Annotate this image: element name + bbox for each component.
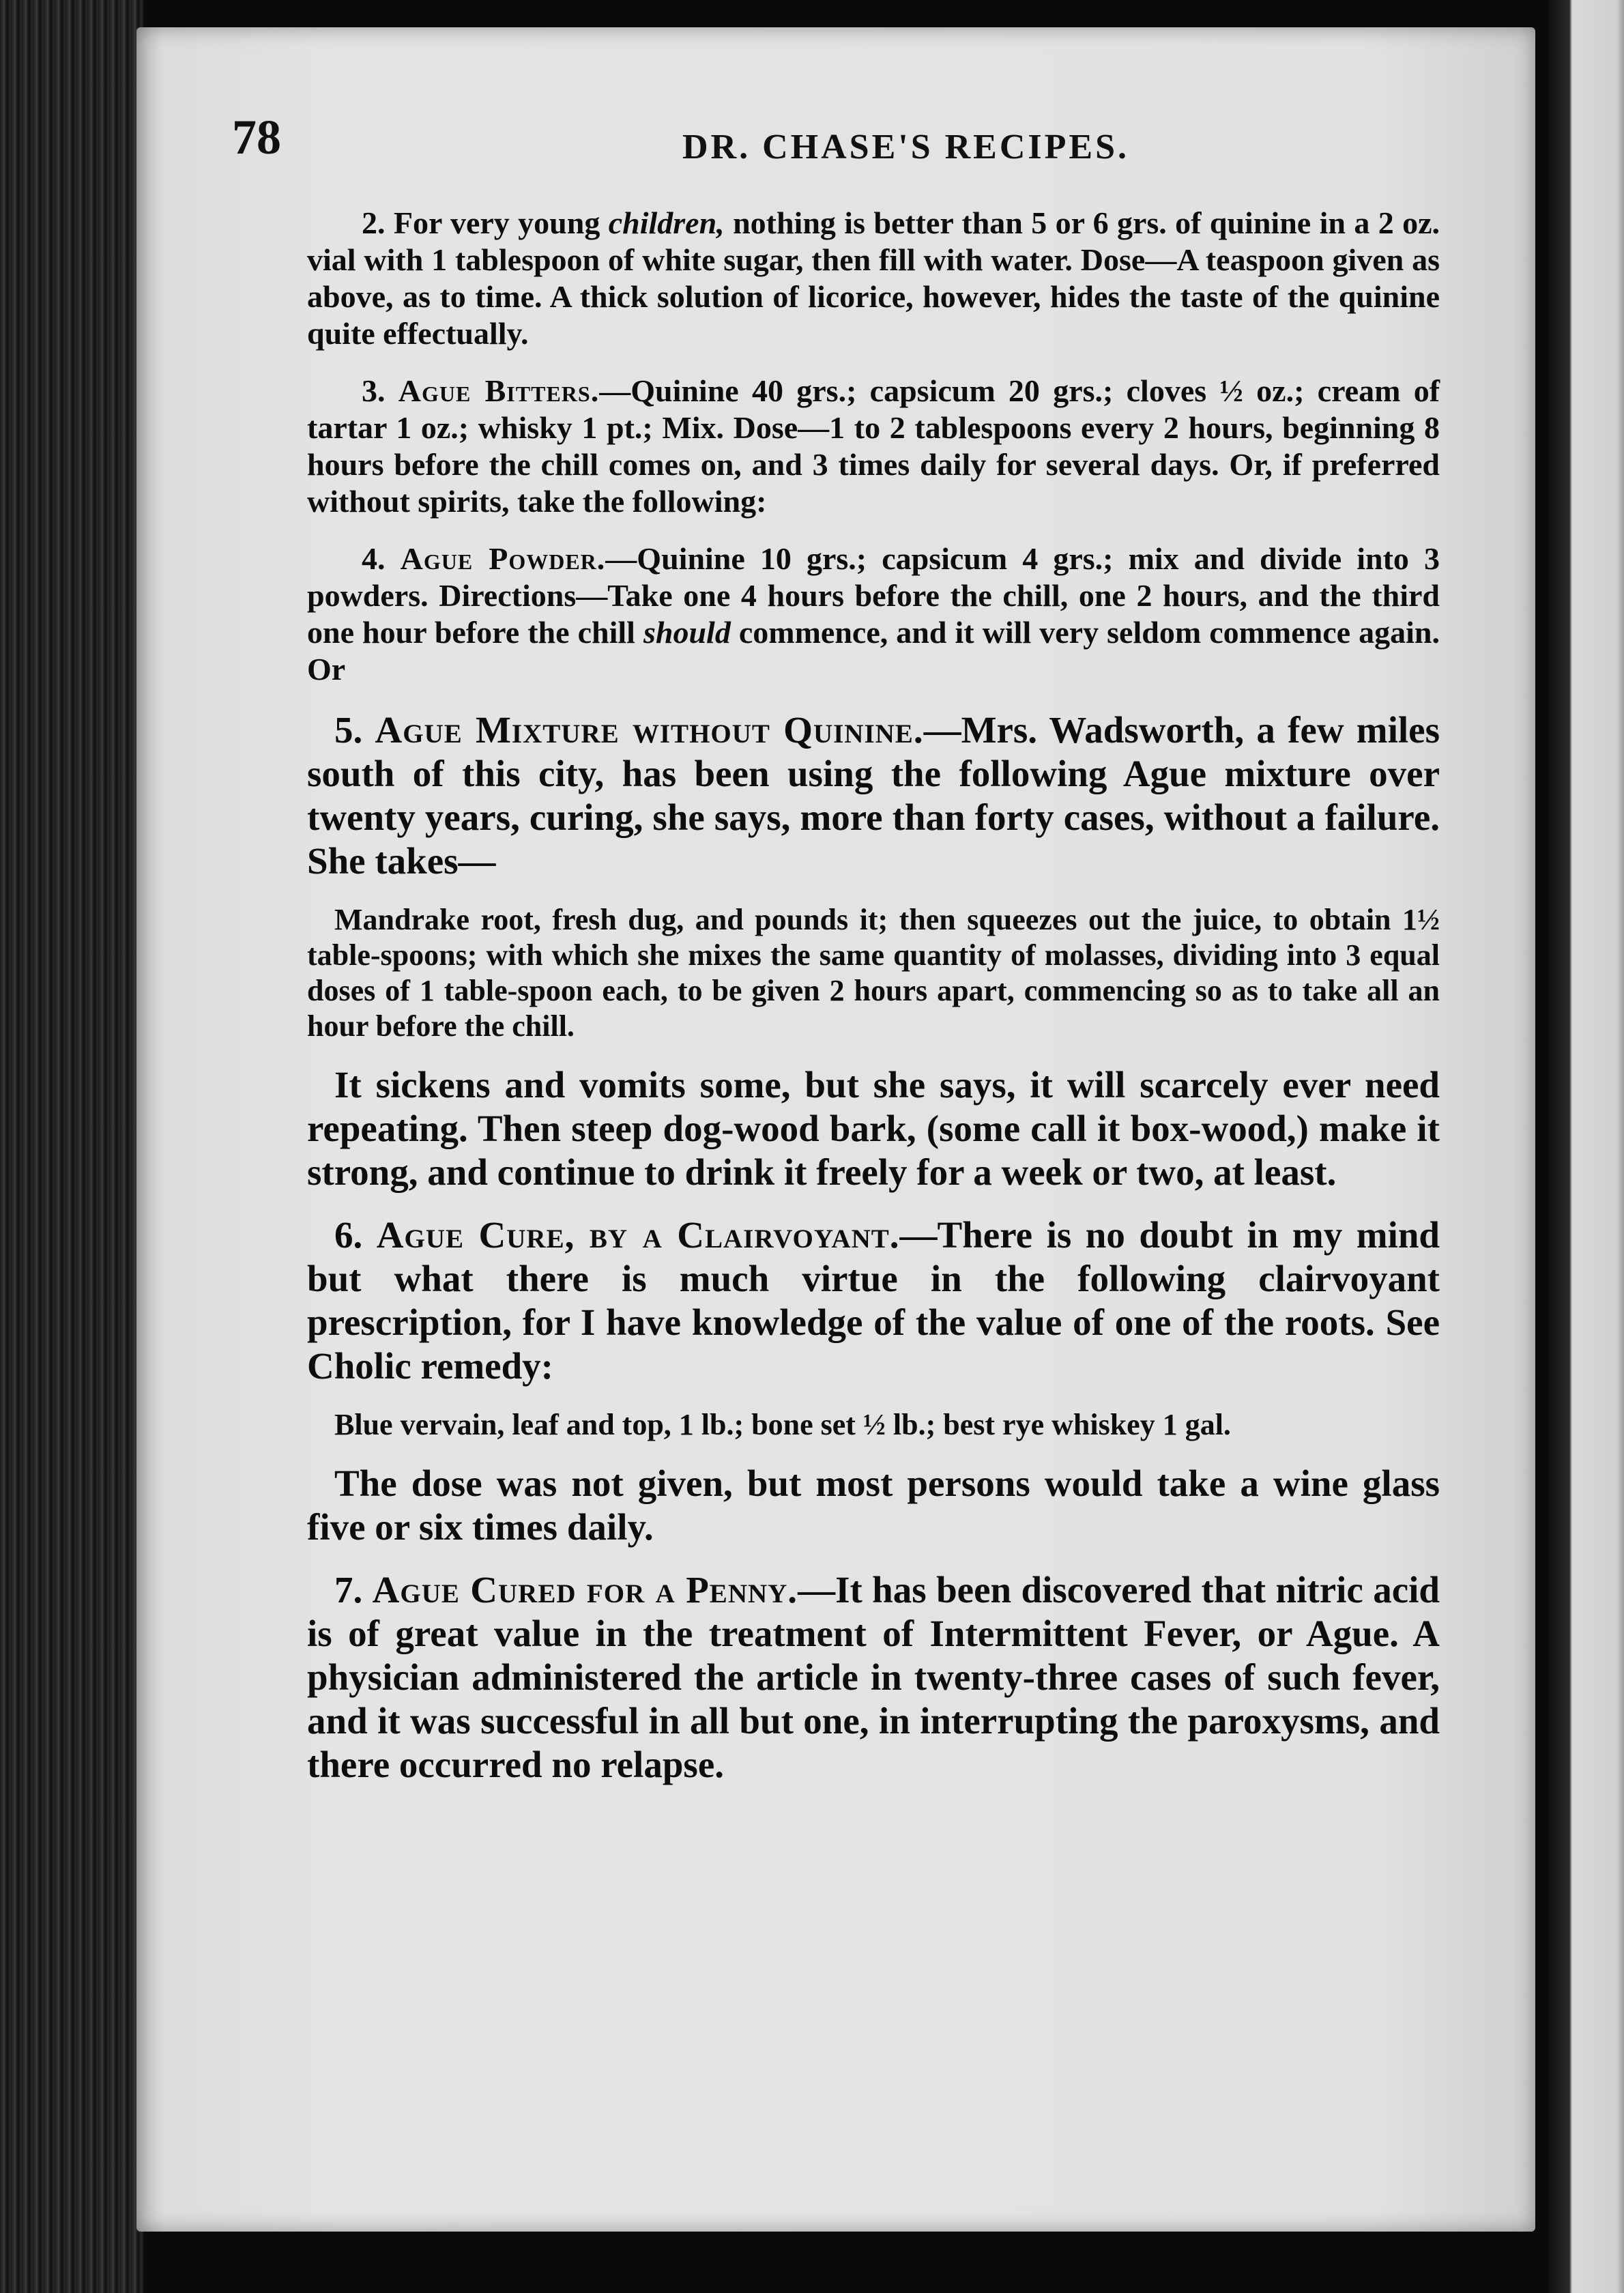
recipe-4-number: 4. bbox=[362, 541, 401, 576]
recipe-7-number: 7. bbox=[334, 1569, 373, 1611]
recipe-6-number: 6. bbox=[334, 1214, 377, 1256]
running-head: DR. CHASE'S RECIPES. bbox=[682, 128, 1130, 167]
recipe-6-after: The dose was not given, but most persons would take a wine glass five or six times daily. bbox=[307, 1462, 1440, 1548]
page-body bbox=[307, 205, 1440, 1806]
recipe-4-title: Ague Powder. bbox=[400, 541, 606, 576]
book-fore-edge-left bbox=[0, 0, 143, 2293]
recipe-5-title: Ague Mixture without Quinine. bbox=[375, 709, 924, 751]
recipe-5-number: 5. bbox=[334, 709, 375, 751]
recipe-4-italic: should bbox=[643, 615, 731, 650]
recipe-3-number: 3. bbox=[362, 373, 398, 408]
recipe-4-text-end: commence, and it will very seldom commence again. Or bbox=[307, 615, 1440, 687]
recipe-7 bbox=[307, 1568, 1440, 1787]
recipe-5-formula: Mandrake root, fresh dug, and pounds it; then squeezes out the juice, to obtain 1½ table-spoons; with which she mixes the same quantity of molasses, dividing into 3 equal doses of 1 table-spoon each, to be given 2 hours apart, commencing so as to take all an hour before the chill. bbox=[307, 903, 1440, 1043]
recipe-2-italic: children, bbox=[608, 205, 725, 240]
recipe-7-title: Ague Cured for a Penny. bbox=[372, 1569, 798, 1611]
page-number: 78 bbox=[232, 110, 281, 164]
recipe-3-text: —Quinine 40 grs.; capsicum 20 grs.; cloves ½ oz.; cream of tartar 1 oz.; whisky 1 pt.; Mix. Dose—1 to 2 tablespoons every 2 hours, beginning 8 hours before the chill comes on, and 3 times daily for several days. Or, if preferred without spirits, take the following: bbox=[307, 373, 1440, 519]
recipe-2-text: nothing is better than 5 or 6 grs. of quinine in a 2 oz. vial with 1 tablespoon of white sugar, then fill with water. Dose—A teaspoon given as above, as to time. A thick solution of licorice, however, hides the taste of the quinine quite effectually. bbox=[307, 205, 1440, 351]
recipe-6-formula: Blue vervain, leaf and top, 1 lb.; bone set ½ lb.; best rye whiskey 1 gal. bbox=[334, 1408, 1231, 1441]
recipe-3-title: Ague Bitters. bbox=[398, 373, 600, 408]
recipe-4-text: —Quinine 10 grs.; capsicum 4 grs.; mix and divide into 3 powders. Directions—Take one 4 hours before the chill, one 2 hours, and the third one hour before the chill bbox=[307, 541, 1440, 650]
book-next-page-edge bbox=[1549, 0, 1624, 2293]
recipe-6 bbox=[307, 1213, 1440, 1388]
recipe-5 bbox=[307, 708, 1440, 883]
recipe-6-text: —There is no doubt in my mind but what there is much virtue in the following clairvoyant prescription, for I have knowledge of the value of one of the roots. See Cholic remedy: bbox=[307, 1214, 1440, 1387]
page-header bbox=[232, 109, 1426, 191]
recipe-6-title: Ague Cure, by a Clairvoyant. bbox=[376, 1214, 900, 1256]
recipe-5-after: It sickens and vomits some, but she says, it will scarcely ever need repeating. Then steep dog-wood bark, (some call it box-wood,) make it strong, and continue to drink it freely for a week or two, at least. bbox=[307, 1064, 1440, 1193]
recipe-2-number: 2. For very young bbox=[362, 205, 609, 240]
recipe-3 bbox=[307, 373, 1440, 520]
recipe-5-text: —Mrs. Wadsworth, a few miles south of this city, has been using the following Ague mixture over twenty years, curing, she says, more than forty cases, without a failure. She takes— bbox=[307, 709, 1440, 882]
recipe-7-text: —It has been discovered that nitric acid is of great value in the treatment of Intermittent Fever, or Ague. A physician administered the article in twenty-three cases of such fever, and it was successful in all but one, in interrupting the paroxysms, and there occurred no relapse. bbox=[307, 1569, 1440, 1785]
recipe-4 bbox=[307, 540, 1440, 688]
recipe-2 bbox=[307, 205, 1440, 352]
